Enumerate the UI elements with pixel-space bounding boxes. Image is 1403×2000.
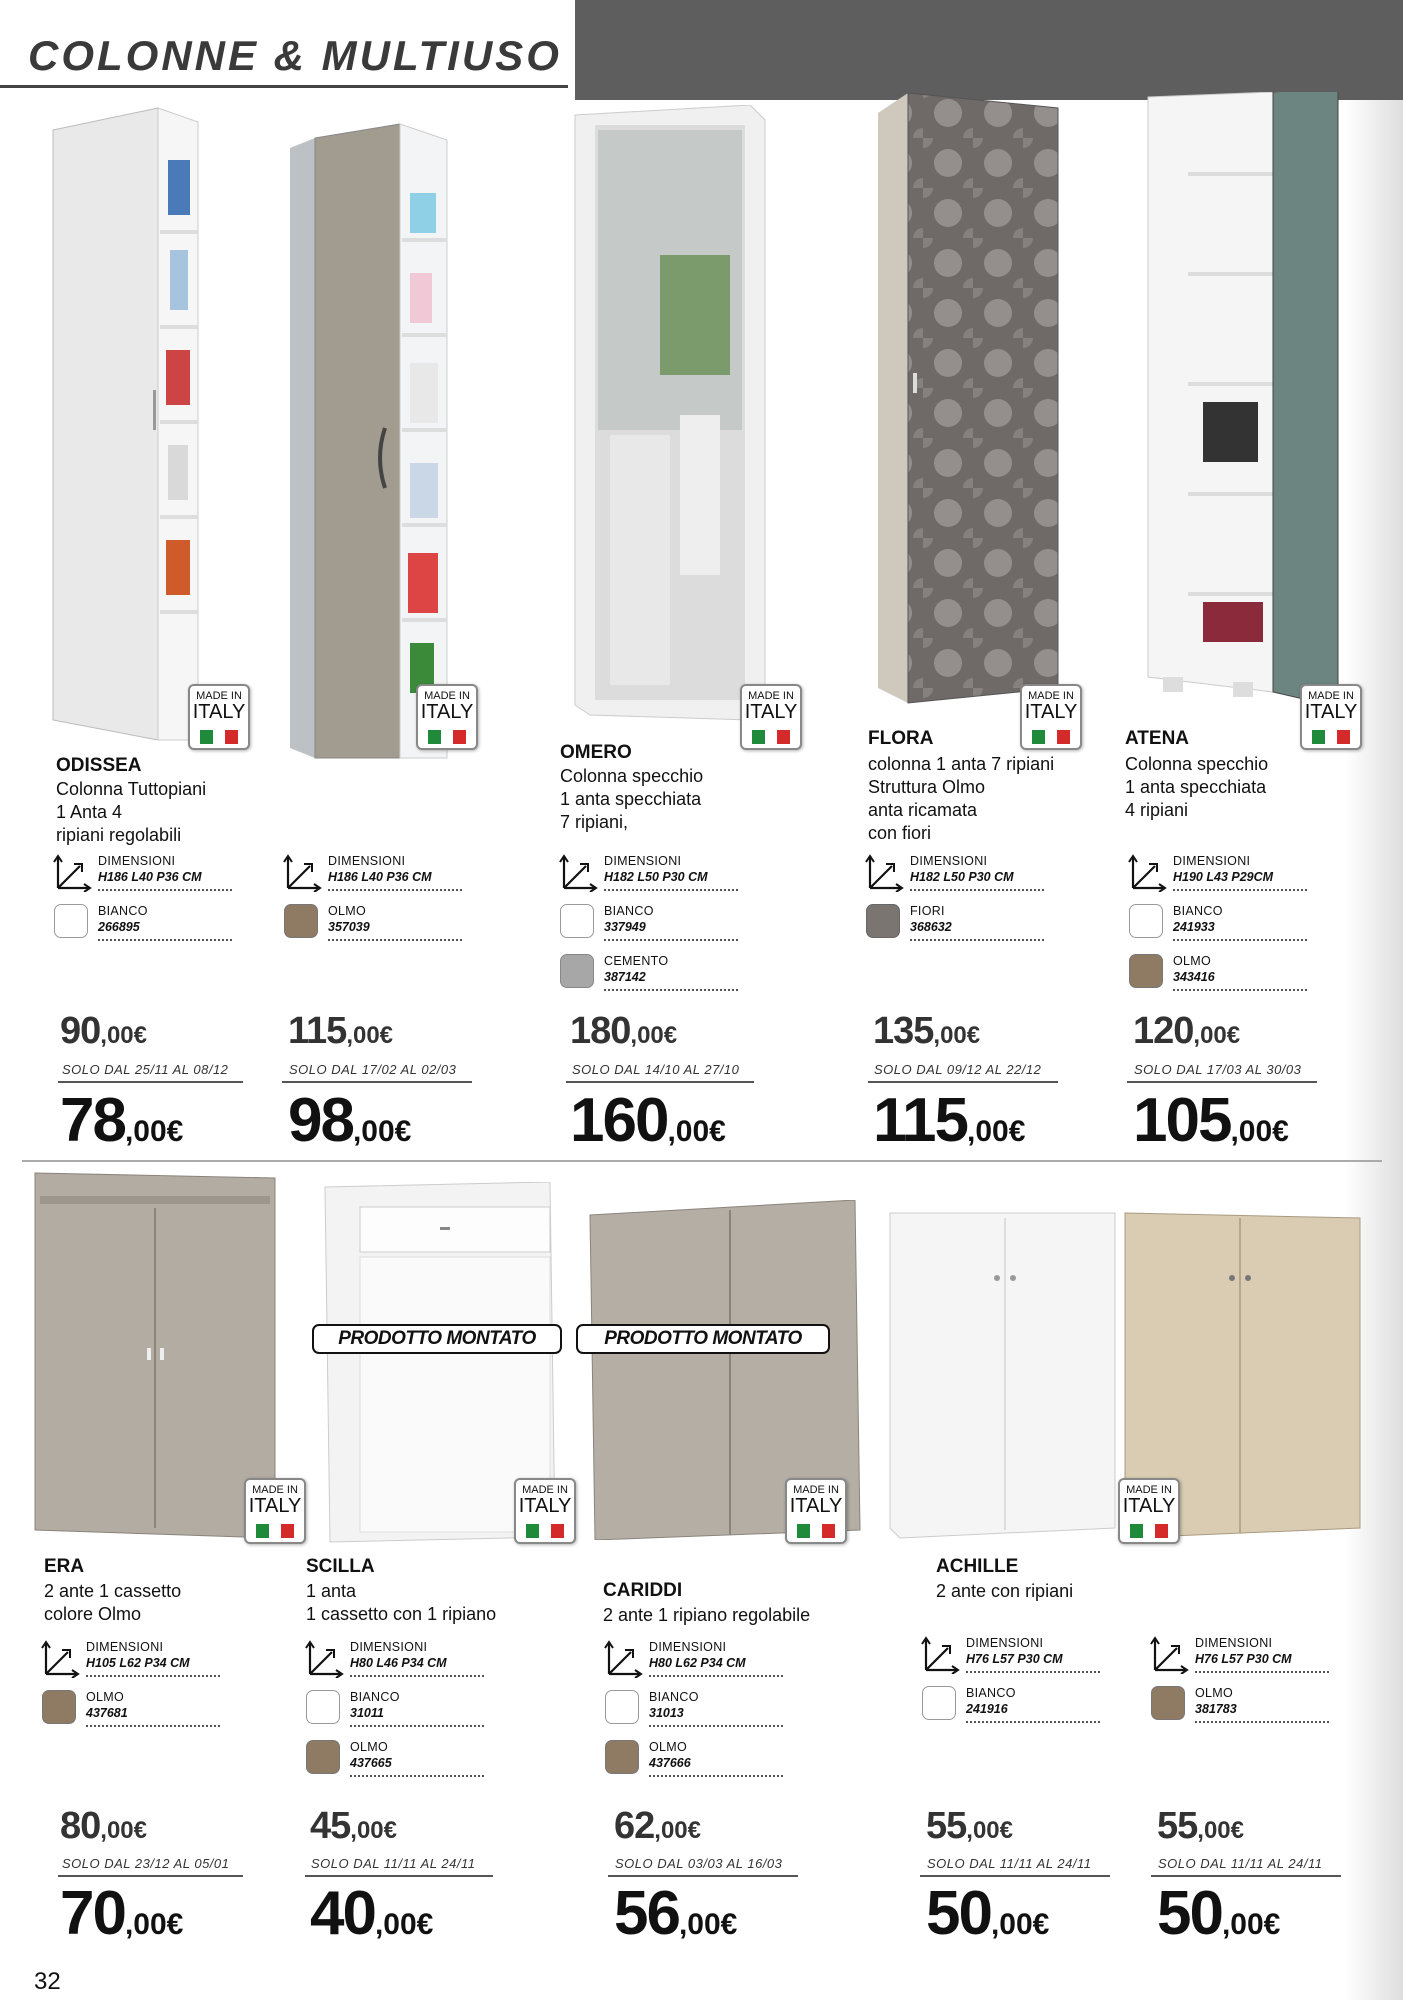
achille-bianco-image bbox=[885, 1208, 1120, 1543]
color-swatch-olmo bbox=[1151, 1686, 1185, 1720]
made-in-italy-badge: MADE IN ITALY bbox=[785, 1478, 847, 1544]
dimension-arrows-icon bbox=[40, 1638, 80, 1678]
offer-price: 78,00€ bbox=[60, 1086, 184, 1155]
dimension-arrows-icon bbox=[558, 852, 598, 892]
offer-price: 50,00€ bbox=[926, 1879, 1050, 1948]
price-separator bbox=[282, 1081, 472, 1083]
product-name-cariddi: CARIDDI bbox=[603, 1580, 683, 1601]
right-edge-shade bbox=[1345, 100, 1403, 2000]
made-in-italy-badge: MADE IN ITALY bbox=[1300, 684, 1362, 750]
flora-image bbox=[873, 88, 1073, 708]
color-spec: OLMO 343416 bbox=[1127, 952, 1317, 996]
color-spec: BIANCO 337949 bbox=[558, 902, 748, 946]
price-separator bbox=[608, 1875, 798, 1877]
color-spec: OLMO 437681 bbox=[40, 1688, 230, 1732]
color-swatch-olmo bbox=[306, 1740, 340, 1774]
old-price: 135,00€ bbox=[873, 1010, 981, 1052]
dimension-spec: DIMENSIONI H76 L57 P30 CM bbox=[1149, 1634, 1339, 1678]
color-swatch-cemento bbox=[560, 954, 594, 988]
color-swatch-bianco bbox=[306, 1690, 340, 1724]
color-swatch-bianco bbox=[922, 1686, 956, 1720]
old-price: 45,00€ bbox=[310, 1805, 397, 1847]
page-number: 32 bbox=[34, 1968, 61, 1995]
offer-price: 40,00€ bbox=[310, 1879, 434, 1948]
price-separator bbox=[920, 1875, 1110, 1877]
color-spec: OLMO 381783 bbox=[1149, 1684, 1339, 1728]
price-separator bbox=[566, 1081, 754, 1083]
offer-period: SOLO DAL 11/11 AL 24/11 bbox=[1158, 1856, 1323, 1871]
era-image bbox=[30, 1168, 280, 1548]
dimension-spec: DIMENSIONI H186 L40 P36 CM bbox=[52, 852, 242, 896]
product-name-scilla: SCILLA bbox=[306, 1556, 375, 1577]
made-in-italy-badge: MADE IN ITALY bbox=[1118, 1478, 1180, 1544]
color-spec: OLMO 437666 bbox=[603, 1738, 793, 1782]
color-swatch-olmo bbox=[284, 904, 318, 938]
omero-image bbox=[570, 105, 770, 725]
offer-price: 50,00€ bbox=[1157, 1879, 1281, 1948]
price-separator bbox=[58, 1081, 243, 1083]
product-name-odissea: ODISSEA bbox=[56, 755, 142, 776]
offer-period: SOLO DAL 11/11 AL 24/11 bbox=[927, 1856, 1092, 1871]
dimension-spec: DIMENSIONI H182 L50 P30 CM bbox=[864, 852, 1054, 896]
color-swatch-bianco bbox=[605, 1690, 639, 1724]
color-spec: BIANCO 31013 bbox=[603, 1688, 793, 1732]
color-swatch-olmo bbox=[1129, 954, 1163, 988]
old-price: 120,00€ bbox=[1133, 1010, 1241, 1052]
dimension-spec: DIMENSIONI H80 L62 P34 CM bbox=[603, 1638, 793, 1682]
offer-period: SOLO DAL 17/03 AL 30/03 bbox=[1134, 1062, 1302, 1077]
color-spec: BIANCO 31011 bbox=[304, 1688, 494, 1732]
old-price: 80,00€ bbox=[60, 1805, 147, 1847]
product-desc-cariddi: 2 ante 1 ripiano regolabile bbox=[603, 1605, 811, 1625]
price-separator bbox=[305, 1875, 493, 1877]
dimension-arrows-icon bbox=[1149, 1634, 1189, 1674]
product-name-omero: OMERO bbox=[560, 742, 632, 763]
offer-period: SOLO DAL 09/12 AL 22/12 bbox=[874, 1062, 1042, 1077]
offer-price: 115,00€ bbox=[873, 1086, 1026, 1155]
page-title: COLONNE & MULTIUSO bbox=[28, 32, 562, 79]
dimension-spec: DIMENSIONI H80 L46 P34 CM bbox=[304, 1638, 494, 1682]
product-name-atena: ATENA bbox=[1125, 728, 1190, 749]
product-desc-achille: 2 ante con ripiani bbox=[936, 1581, 1074, 1601]
dimension-arrows-icon bbox=[864, 852, 904, 892]
offer-period: SOLO DAL 23/12 AL 05/01 bbox=[62, 1856, 230, 1871]
old-price: 180,00€ bbox=[570, 1010, 678, 1052]
color-swatch-fiori bbox=[866, 904, 900, 938]
product-desc-era: 2 ante 1 cassetto colore Olmo bbox=[44, 1581, 182, 1624]
offer-price: 98,00€ bbox=[288, 1086, 412, 1155]
dimension-arrows-icon bbox=[282, 852, 322, 892]
old-price: 115,00€ bbox=[288, 1010, 394, 1052]
color-swatch-bianco bbox=[54, 904, 88, 938]
product-desc-flora: colonna 1 anta 7 ripiani Struttura Olmo anta ricamata con fiori bbox=[868, 754, 1055, 843]
product-name-achille: ACHILLE bbox=[936, 1556, 1019, 1577]
color-swatch-olmo bbox=[42, 1690, 76, 1724]
old-price: 90,00€ bbox=[60, 1010, 147, 1052]
made-in-italy-badge: MADE IN ITALY bbox=[740, 684, 802, 750]
old-price: 55,00€ bbox=[926, 1805, 1013, 1847]
dimension-spec: DIMENSIONI H186 L40 P36 CM bbox=[282, 852, 472, 896]
offer-period: SOLO DAL 14/10 AL 27/10 bbox=[572, 1062, 740, 1077]
price-separator bbox=[1151, 1875, 1341, 1877]
offer-period: SOLO DAL 17/02 AL 02/03 bbox=[289, 1062, 457, 1077]
product-desc-atena: Colonna specchio 1 anta specchiata 4 ripiani bbox=[1125, 754, 1269, 820]
dimension-spec: DIMENSIONI H76 L57 P30 CM bbox=[920, 1634, 1110, 1678]
dimension-arrows-icon bbox=[52, 852, 92, 892]
section-divider bbox=[22, 1160, 1382, 1162]
dimension-arrows-icon bbox=[603, 1638, 643, 1678]
product-name-flora: FLORA bbox=[868, 728, 934, 749]
made-in-italy-badge: MADE IN ITALY bbox=[188, 684, 250, 750]
price-separator bbox=[58, 1875, 243, 1877]
old-price: 62,00€ bbox=[614, 1805, 701, 1847]
odissea-bianco-image bbox=[48, 100, 208, 750]
price-separator bbox=[1127, 1081, 1317, 1083]
color-swatch-olmo bbox=[605, 1740, 639, 1774]
offer-price: 70,00€ bbox=[60, 1879, 184, 1948]
dimension-arrows-icon bbox=[304, 1638, 344, 1678]
color-spec: BIANCO 266895 bbox=[52, 902, 242, 946]
made-in-italy-badge: MADE IN ITALY bbox=[244, 1478, 306, 1544]
dimension-spec: DIMENSIONI H105 L62 P34 CM bbox=[40, 1638, 230, 1682]
offer-price: 105,00€ bbox=[1133, 1086, 1289, 1155]
color-spec: BIANCO 241916 bbox=[920, 1684, 1110, 1728]
made-in-italy-badge: MADE IN ITALY bbox=[416, 684, 478, 750]
product-desc-omero: Colonna specchio 1 anta specchiata 7 ripiani, bbox=[560, 766, 704, 832]
dimension-arrows-icon bbox=[920, 1634, 960, 1674]
price-separator bbox=[868, 1081, 1058, 1083]
offer-period: SOLO DAL 03/03 AL 16/03 bbox=[615, 1856, 783, 1871]
dimension-arrows-icon bbox=[1127, 852, 1167, 892]
color-swatch-bianco bbox=[1129, 904, 1163, 938]
color-spec: OLMO 437665 bbox=[304, 1738, 494, 1782]
color-spec: OLMO 357039 bbox=[282, 902, 472, 946]
product-name-era: ERA bbox=[44, 1556, 85, 1577]
product-desc-odissea: Colonna Tuttopiani 1 Anta 4 ripiani regolabili bbox=[56, 779, 207, 845]
assembled-product-label: PRODOTTO MONTATO bbox=[576, 1324, 830, 1354]
dimension-spec: DIMENSIONI H190 L43 P29CM bbox=[1127, 852, 1317, 896]
made-in-italy-badge: MADE IN ITALY bbox=[1020, 684, 1082, 750]
title-underline bbox=[0, 85, 568, 88]
offer-price: 56,00€ bbox=[614, 1879, 738, 1948]
color-spec: CEMENTO 387142 bbox=[558, 952, 748, 996]
old-price: 55,00€ bbox=[1157, 1805, 1244, 1847]
product-desc-scilla: 1 anta 1 cassetto con 1 ripiano bbox=[306, 1581, 497, 1624]
atena-image bbox=[1143, 92, 1343, 712]
made-in-italy-badge: MADE IN ITALY bbox=[514, 1478, 576, 1544]
dimension-spec: DIMENSIONI H182 L50 P30 CM bbox=[558, 852, 748, 896]
odissea-olmo-image bbox=[285, 118, 450, 763]
header-title-area bbox=[0, 0, 575, 100]
color-spec: FIORI 368632 bbox=[864, 902, 1054, 946]
offer-price: 160,00€ bbox=[570, 1086, 726, 1155]
offer-period: SOLO DAL 11/11 AL 24/11 bbox=[311, 1856, 476, 1871]
offer-period: SOLO DAL 25/11 AL 08/12 bbox=[62, 1062, 229, 1077]
color-spec: BIANCO 241933 bbox=[1127, 902, 1317, 946]
color-swatch-bianco bbox=[560, 904, 594, 938]
assembled-product-label: PRODOTTO MONTATO bbox=[312, 1324, 562, 1354]
